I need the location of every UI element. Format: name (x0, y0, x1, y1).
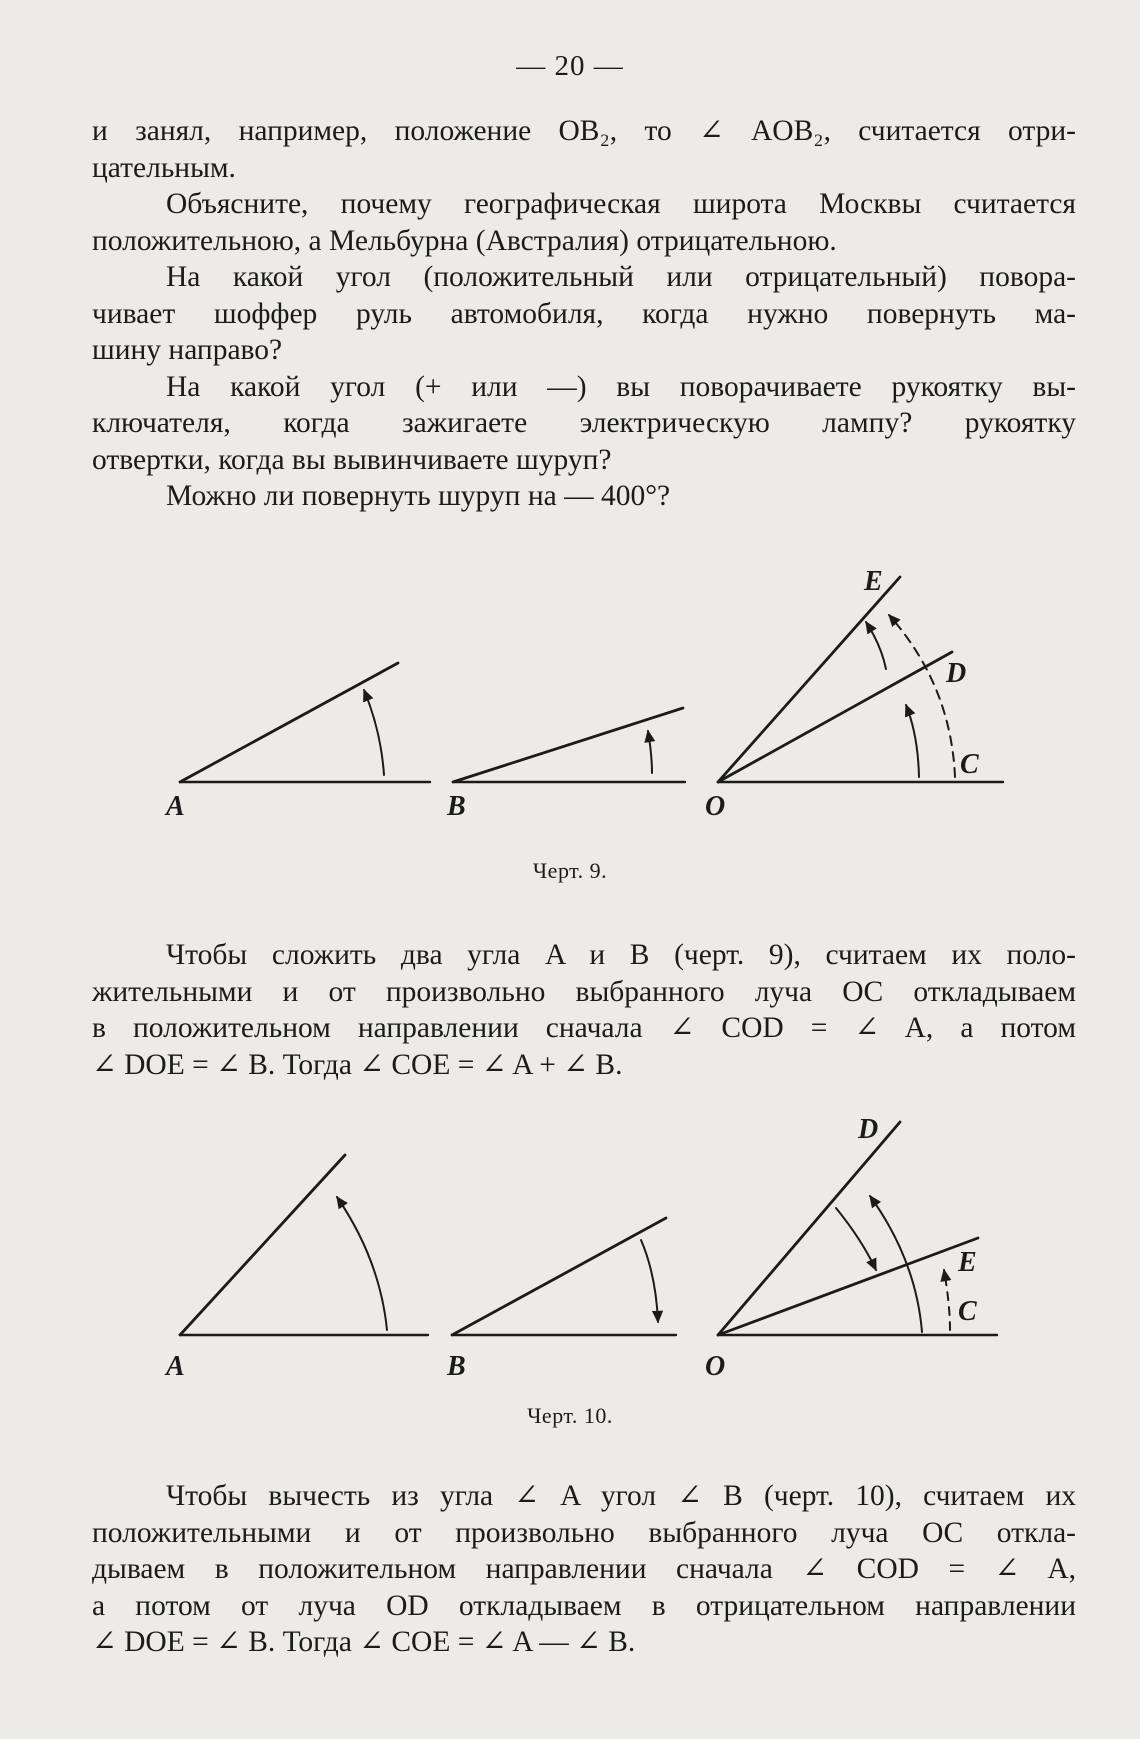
figure-10-caption: Черт. 10. (527, 1403, 613, 1428)
arc-coe-dashed-arrow (889, 615, 955, 777)
ray-od (718, 652, 952, 782)
paragraph-line: цательным. (92, 151, 236, 184)
paragraph-line: жительными и от произвольно выбранного луча OC откладываем (92, 975, 1076, 1008)
arc-coe-dashed-arrow (944, 1270, 950, 1330)
label-d: D (946, 658, 967, 689)
text-block-bottom (92, 1478, 1076, 1661)
text-block-top (92, 113, 1076, 515)
paragraph-line: а потом от луча OD откладываем в отрицательном направлении (92, 1589, 1076, 1622)
label-a: A (166, 1351, 185, 1382)
paragraph-line: Чтобы вычесть из угла ∠ A угол ∠ B (черт. 10), считаем их (166, 1480, 1076, 1512)
text-block-middle (92, 937, 1076, 1083)
paragraph-line: чивает шоффер руль автомобиля, когда нужно повернуть ма- (92, 297, 1076, 330)
paragraph-line: отвертки, когда вы вывинчиваете шуруп? (92, 443, 612, 476)
label-e: E (958, 1247, 977, 1278)
paragraph-line: Объясните, почему географическая широта Москвы считается (166, 188, 1076, 220)
arc-cod-arrow (906, 705, 919, 777)
paragraph-line: положительными и от произвольно выбранного луча OC откла- (92, 1516, 1076, 1549)
angle-b-side-ray (452, 1218, 666, 1335)
ray-oe (718, 577, 900, 782)
paragraph-line: ∠ DOE = ∠ B. Тогда ∠ COE = ∠ A + ∠ B. (92, 1048, 623, 1081)
paragraph-line: На какой угол (+ или —) вы поворачиваете рукоятку вы- (166, 370, 1076, 403)
paragraph-line: ∠ DOE = ∠ B. Тогда ∠ COE = ∠ A — ∠ B. (92, 1626, 636, 1658)
angle-b-arc-arrow (648, 731, 652, 773)
ray-oe (718, 1238, 978, 1335)
angle-a-side-ray (180, 663, 398, 782)
label-c: C (960, 749, 979, 780)
ray-od (718, 1122, 900, 1335)
paragraph-line: шину направо? (92, 334, 283, 366)
arc-doe-arrow (836, 1208, 876, 1270)
angle-a-arc-arrow (364, 690, 384, 775)
angle-b-arc-arrow (641, 1240, 658, 1322)
paragraph-line: и занял, например, положение OB₂, то ∠ AOB₂, считается отри- (92, 115, 1076, 147)
page-number: — 20 — (516, 50, 624, 82)
paragraph-line: дываем в положительном направлении сначала ∠ COD = ∠ A, (92, 1553, 1076, 1585)
figure-9-diagram (0, 545, 1140, 835)
angle-a-arc-arrow (337, 1197, 387, 1330)
arc-cod-arrow (870, 1196, 922, 1332)
label-c: C (958, 1296, 977, 1327)
label-o: O (705, 791, 726, 822)
label-e: E (864, 566, 883, 597)
angle-b-side-ray (453, 708, 683, 782)
arc-doe-arrow (866, 622, 886, 669)
label-b: B (447, 1351, 466, 1382)
paragraph-line: Можно ли повернуть шуруп на — 400°? (166, 480, 671, 512)
label-a: A (166, 791, 185, 822)
paragraph-line: Чтобы сложить два угла A и B (черт. 9), считаем их поло- (166, 939, 1076, 971)
label-d: D (858, 1114, 879, 1145)
paragraph-line: ключателя, когда зажигаете электрическую лампу? рукоятку (92, 407, 1076, 439)
figure-9-caption: Черт. 9. (532, 858, 608, 883)
label-o: O (705, 1351, 726, 1382)
paragraph-line: положительною, а Мельбурна (Австралия) отрицательною. (92, 224, 837, 257)
paragraph-line: На какой угол (положительный или отрицательный) повора- (166, 261, 1076, 293)
angle-a-side-ray (180, 1155, 345, 1335)
paragraph-line: в положительном направлении сначала ∠ COD = ∠ A, а потом (92, 1012, 1076, 1044)
figure-10-diagram (0, 1100, 1140, 1400)
label-b: B (447, 791, 466, 822)
